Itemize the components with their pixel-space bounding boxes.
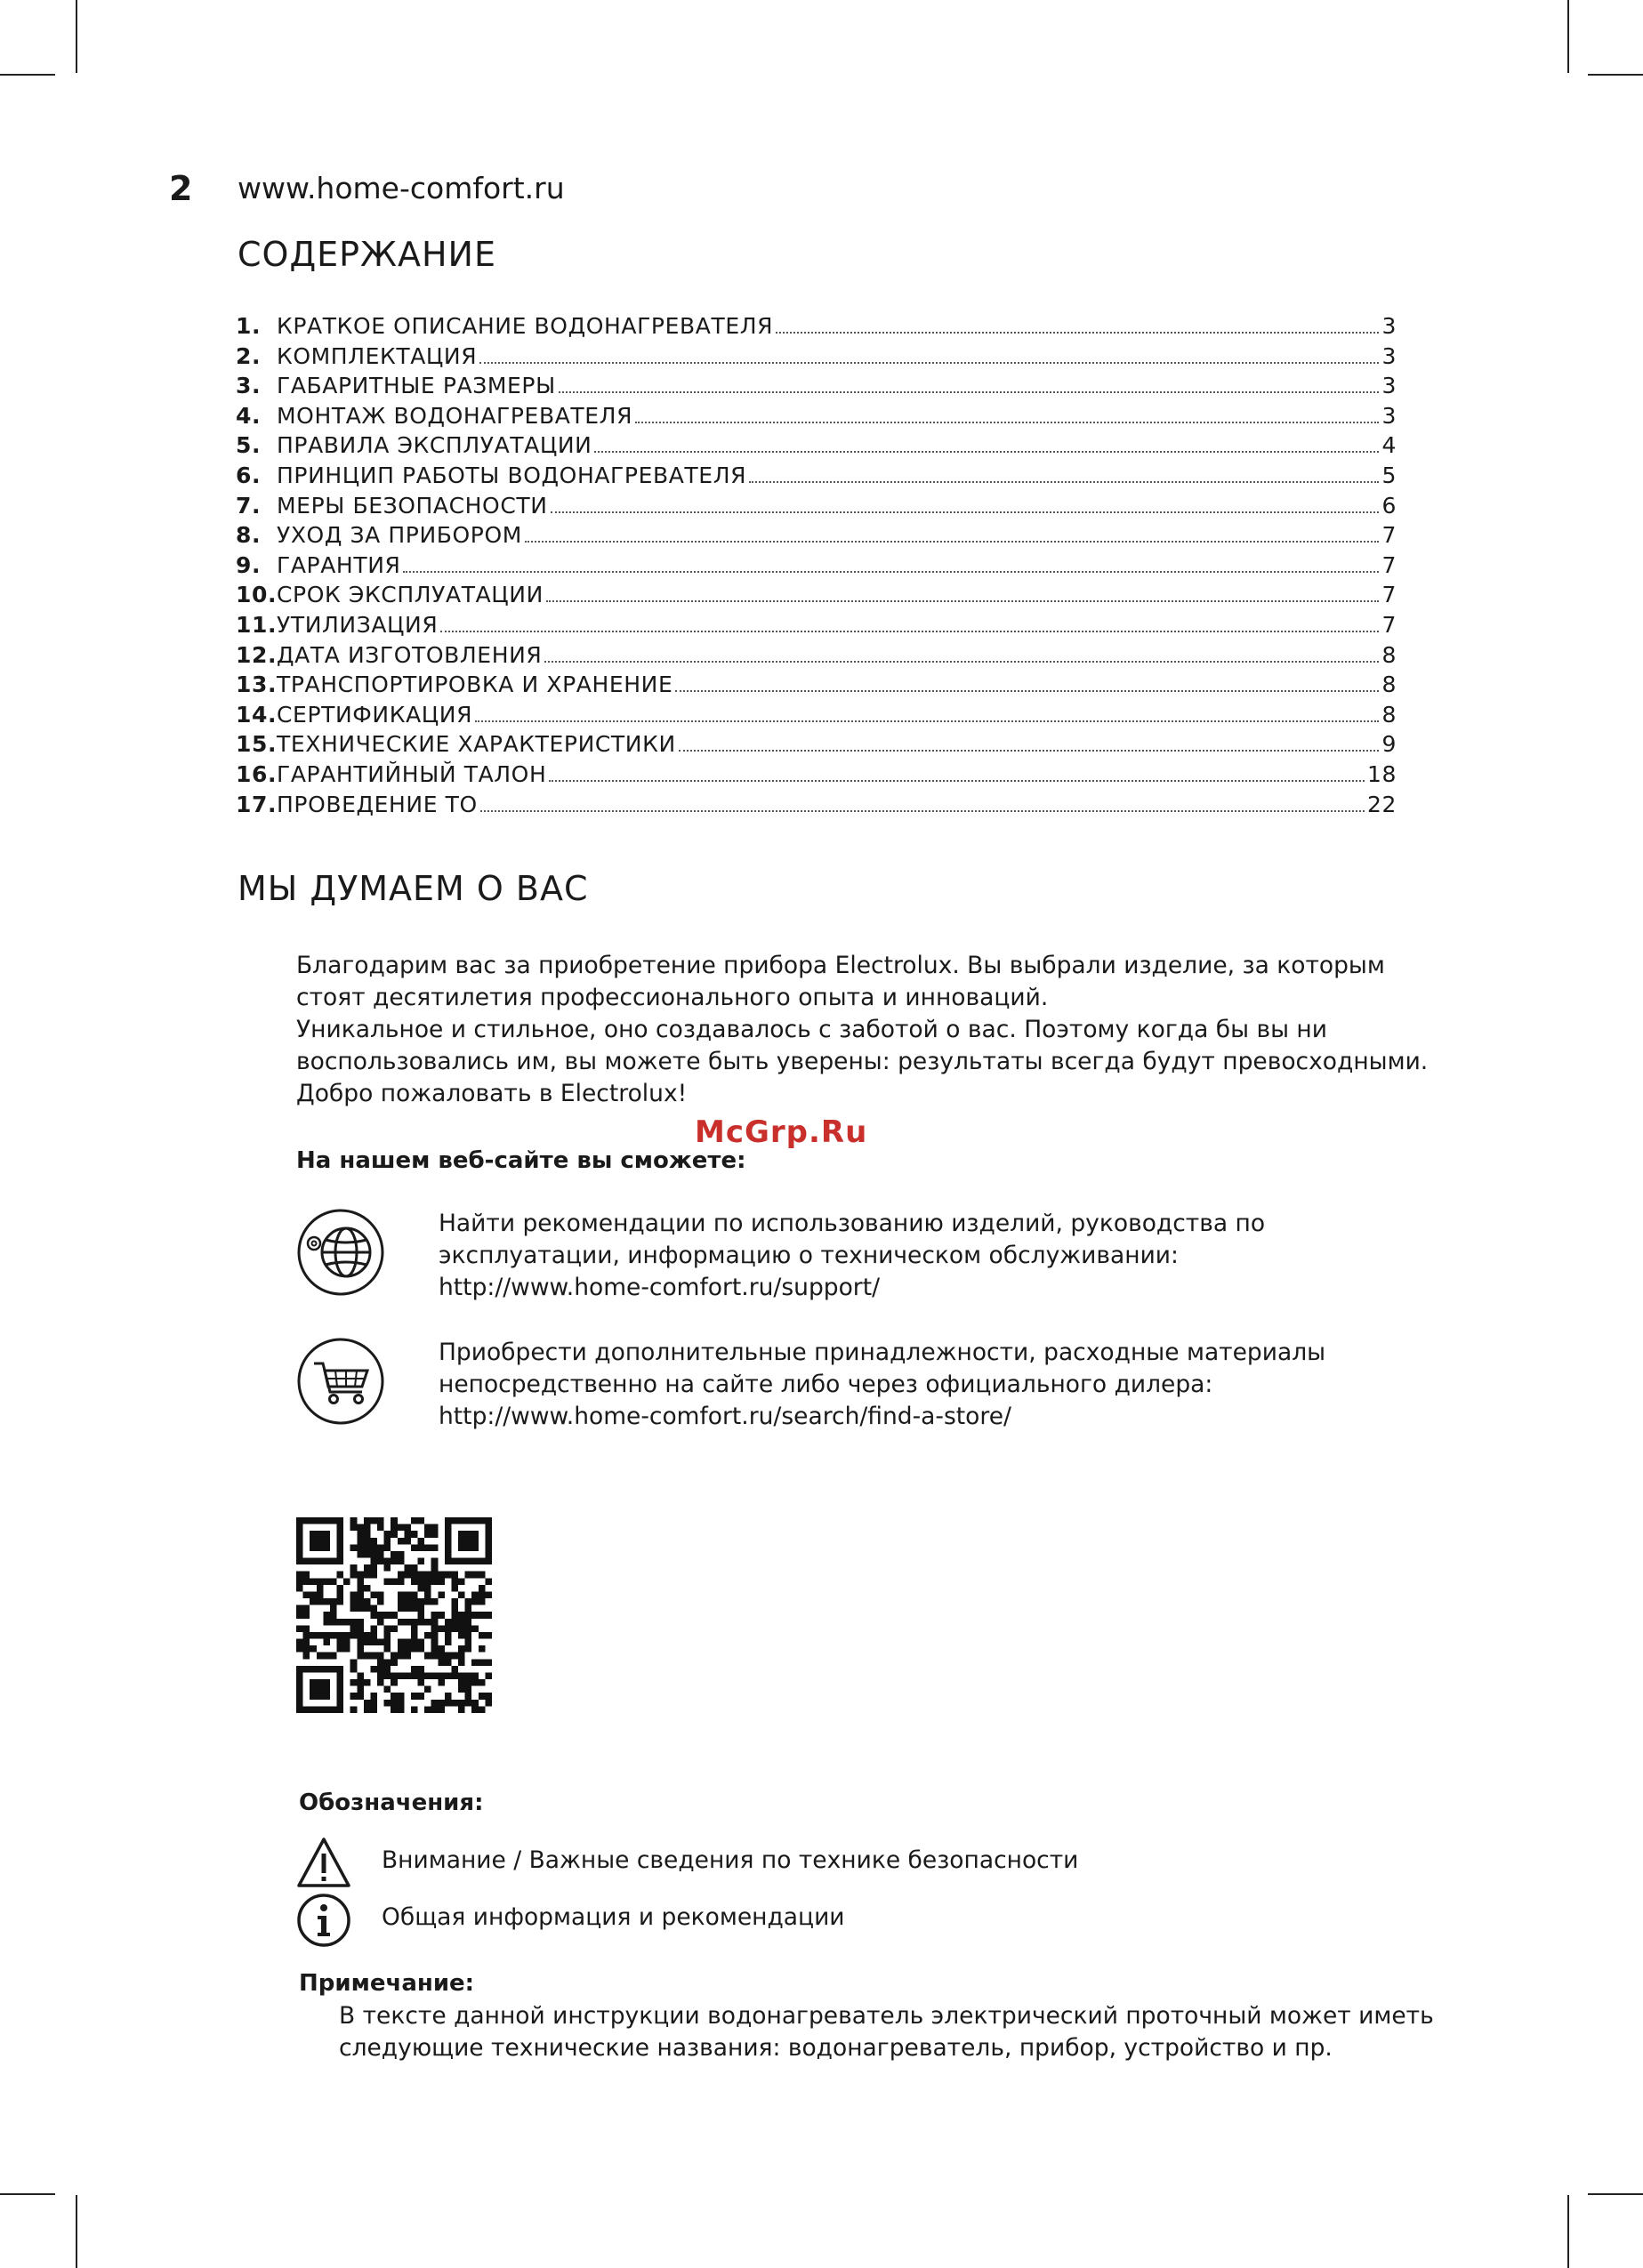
- toc-item-label: ГАБАРИТНЫЕ РАЗМЕРЫ: [277, 373, 556, 399]
- note-line: следующие технические названия: водонагреватель, прибор, устройство и пр.: [339, 2034, 1333, 2062]
- info-icon: [296, 1893, 351, 1948]
- toc-item-leader: [525, 541, 1380, 543]
- toc-item-page: 3: [1381, 402, 1397, 429]
- toc-item-page: 8: [1381, 641, 1397, 668]
- toc-item-page: 3: [1381, 342, 1397, 369]
- toc-item-label: СРОК ЭКСПЛУАТАЦИИ: [277, 582, 544, 608]
- intro-paragraph: [296, 950, 1453, 1110]
- toc-item-leader: [551, 511, 1380, 513]
- toc-item[interactable]: [236, 642, 1397, 672]
- legend-heading: Обозначения:: [299, 1789, 484, 1816]
- toc-item-label: ПРОВЕДЕНИЕ ТО: [277, 791, 478, 817]
- toc-item-leader: [776, 332, 1379, 334]
- toc-item-label: МОНТАЖ ВОДОНАГРЕВАТЕЛЯ: [277, 402, 633, 429]
- toc-item-label: УХОД ЗА ПРИБОРОМ: [277, 522, 522, 549]
- toc-item[interactable]: [236, 373, 1397, 403]
- toc-item-number: 8.: [236, 522, 262, 549]
- toc-item-number: 5.: [236, 432, 262, 459]
- toc-item-label: ГАРАНТИЙНЫЙ ТАЛОН: [277, 760, 547, 787]
- toc-item-leader: [480, 810, 1365, 812]
- toc-item-number: 15.: [236, 731, 278, 758]
- toc-item-leader: [479, 362, 1379, 364]
- toc-item[interactable]: [236, 493, 1397, 523]
- note-heading: Примечание:: [299, 1970, 475, 1997]
- toc-item-leader: [635, 422, 1379, 423]
- toc-item-label: СЕРТИФИКАЦИЯ: [277, 701, 473, 728]
- intro-line: Уникальное и стильное, оно создавалось с заботой о вас. Поэтому когда бы вы ни: [296, 1016, 1327, 1043]
- toc-item-page: 8: [1381, 672, 1397, 698]
- toc-item-leader: [679, 750, 1380, 752]
- intro-line: Благодарим вас за приобретение прибора Electrolux. Вы выбрали изделие, за которым: [296, 952, 1385, 979]
- toc-item-page: 3: [1381, 313, 1397, 339]
- toc-item-label: ПРИНЦИП РАБОТЫ ВОДОНАГРЕВАТЕЛЯ: [277, 462, 747, 488]
- feature-line: эксплуатации, информацию о техническом обслуживании:: [439, 1242, 1179, 1269]
- toc-item-leader: [559, 391, 1380, 393]
- toc-item[interactable]: [236, 313, 1397, 343]
- feature-text: [439, 1337, 1453, 1433]
- toc-item-page: 5: [1381, 462, 1397, 488]
- toc-item-number: 9.: [236, 551, 262, 578]
- store-link[interactable]: http://www.home-comfort.ru/search/find-a-store/: [439, 1403, 1011, 1430]
- toc-item-page: 8: [1381, 701, 1397, 728]
- toc-item-page: 22: [1366, 791, 1397, 817]
- crop-mark: [76, 2195, 77, 2268]
- toc-item-label: ПРАВИЛА ЭКСПЛУАТАЦИИ: [277, 432, 592, 459]
- legend-info: [296, 1893, 1453, 1948]
- support-link[interactable]: http://www.home-comfort.ru/support/: [439, 1274, 881, 1301]
- site-url[interactable]: www.home-comfort.ru: [238, 171, 565, 205]
- crop-mark: [1567, 0, 1569, 73]
- toc-item-leader: [544, 661, 1379, 663]
- note-text: [339, 2000, 1460, 2064]
- toc-item-number: 3.: [236, 373, 262, 399]
- toc-item-number: 2.: [236, 342, 262, 369]
- toc-item-page: 7: [1381, 551, 1397, 578]
- toc-item-label: ТРАНСПОРТИРОВКА И ХРАНЕНИЕ: [277, 672, 673, 698]
- toc-item-label: ТЕХНИЧЕСКИЕ ХАРАКТЕРИСТИКИ: [277, 731, 676, 758]
- toc-item-number: 4.: [236, 402, 262, 429]
- feature-text: [439, 1208, 1453, 1304]
- toc-item-label: УТИЛИЗАЦИЯ: [277, 611, 439, 638]
- toc-item-page: 7: [1381, 582, 1397, 608]
- crop-mark: [76, 0, 77, 73]
- toc-item[interactable]: [236, 612, 1397, 642]
- toc-item-label: КОМПЛЕКТАЦИЯ: [277, 342, 478, 369]
- toc-item-page: 3: [1381, 373, 1397, 399]
- toc-item-page: 4: [1381, 432, 1397, 459]
- intro-line: стоят десятилетия профессионального опыта и инноваций.: [296, 984, 1049, 1011]
- toc-item[interactable]: [236, 343, 1397, 374]
- crop-mark: [1567, 2195, 1569, 2268]
- warning-icon: [296, 1836, 351, 1891]
- toc-item-page: 9: [1381, 731, 1397, 758]
- toc-item-leader: [440, 631, 1379, 632]
- toc-item-label: ДАТА ИЗГОТОВЛЕНИЯ: [277, 641, 543, 668]
- crop-mark: [0, 2193, 55, 2195]
- globe-icon: [296, 1208, 385, 1297]
- toc-item-label: МЕРЫ БЕЗОПАСНОСТИ: [277, 492, 548, 519]
- toc-item-leader: [549, 780, 1365, 782]
- toc-item-label: КРАТКОЕ ОПИСАНИЕ ВОДОНАГРЕВАТЕЛЯ: [277, 313, 774, 339]
- crop-mark: [0, 74, 55, 76]
- toc-item-leader: [675, 690, 1379, 692]
- toc-item[interactable]: [236, 522, 1397, 552]
- toc-item-number: 14.: [236, 701, 278, 728]
- toc-item-leader: [475, 720, 1379, 722]
- toc-item[interactable]: [236, 403, 1397, 433]
- toc-item[interactable]: [236, 672, 1397, 702]
- toc-item[interactable]: [236, 761, 1397, 792]
- toc-item[interactable]: [236, 582, 1397, 612]
- watermark: McGrp.Ru: [695, 1114, 868, 1150]
- crop-mark: [1588, 2193, 1643, 2195]
- toc-item[interactable]: [236, 731, 1397, 761]
- qr-code[interactable]: [296, 1517, 492, 1713]
- crop-mark: [1588, 74, 1643, 76]
- toc-item[interactable]: [236, 462, 1397, 493]
- feature-line: Приобрести дополнительные принадлежности, расходные материалы: [439, 1339, 1326, 1366]
- toc-item-number: 1.: [236, 313, 262, 339]
- website-heading: На нашем веб-сайте вы сможете:: [296, 1147, 746, 1174]
- table-of-contents: [236, 313, 1397, 821]
- toc-item-page: 6: [1381, 492, 1397, 519]
- toc-item-leader: [403, 571, 1379, 573]
- intro-line: Добро пожаловать в Electrolux!: [296, 1080, 688, 1107]
- toc-item-leader: [594, 451, 1379, 453]
- toc-item-leader: [546, 600, 1380, 602]
- toc-item[interactable]: [236, 432, 1397, 462]
- toc-item-number: 6.: [236, 462, 262, 488]
- shopping-cart-icon: [296, 1337, 385, 1426]
- legend-info-text: Общая информация и рекомендации: [382, 1903, 845, 1931]
- toc-item-number: 10.: [236, 582, 278, 608]
- toc-item-number: 17.: [236, 791, 278, 817]
- toc-item-number: 11.: [236, 611, 278, 638]
- note-line: В тексте данной инструкции водонагреватель электрический проточный может иметь: [339, 2002, 1434, 2030]
- about-title: МЫ ДУМАЕМ О ВАС: [238, 869, 589, 908]
- toc-item[interactable]: [236, 552, 1397, 583]
- legend-warning-text: Внимание / Важные сведения по технике безопасности: [382, 1846, 1079, 1874]
- toc-item-page: 7: [1381, 522, 1397, 549]
- feature-line: непосредственно на сайте либо через официального дилера:: [439, 1371, 1213, 1398]
- toc-item-label: ГАРАНТИЯ: [277, 551, 401, 578]
- toc-item[interactable]: [236, 702, 1397, 732]
- toc-item-page: 18: [1366, 760, 1397, 787]
- toc-item-number: 16.: [236, 760, 278, 787]
- legend-warning: [296, 1836, 1453, 1891]
- toc-item-number: 13.: [236, 672, 278, 698]
- intro-line: воспользовались им, вы можете быть уверены: результаты всегда будут превосходными.: [296, 1048, 1429, 1075]
- toc-item-number: 12.: [236, 641, 278, 668]
- toc-item-number: 7.: [236, 492, 262, 519]
- feature-line: Найти рекомендации по использованию изделий, руководства по: [439, 1210, 1266, 1237]
- page-number: 2: [169, 169, 193, 208]
- toc-item-leader: [749, 481, 1379, 483]
- toc-item[interactable]: [236, 792, 1397, 822]
- toc-title: СОДЕРЖАНИЕ: [238, 235, 496, 274]
- toc-item-page: 7: [1381, 611, 1397, 638]
